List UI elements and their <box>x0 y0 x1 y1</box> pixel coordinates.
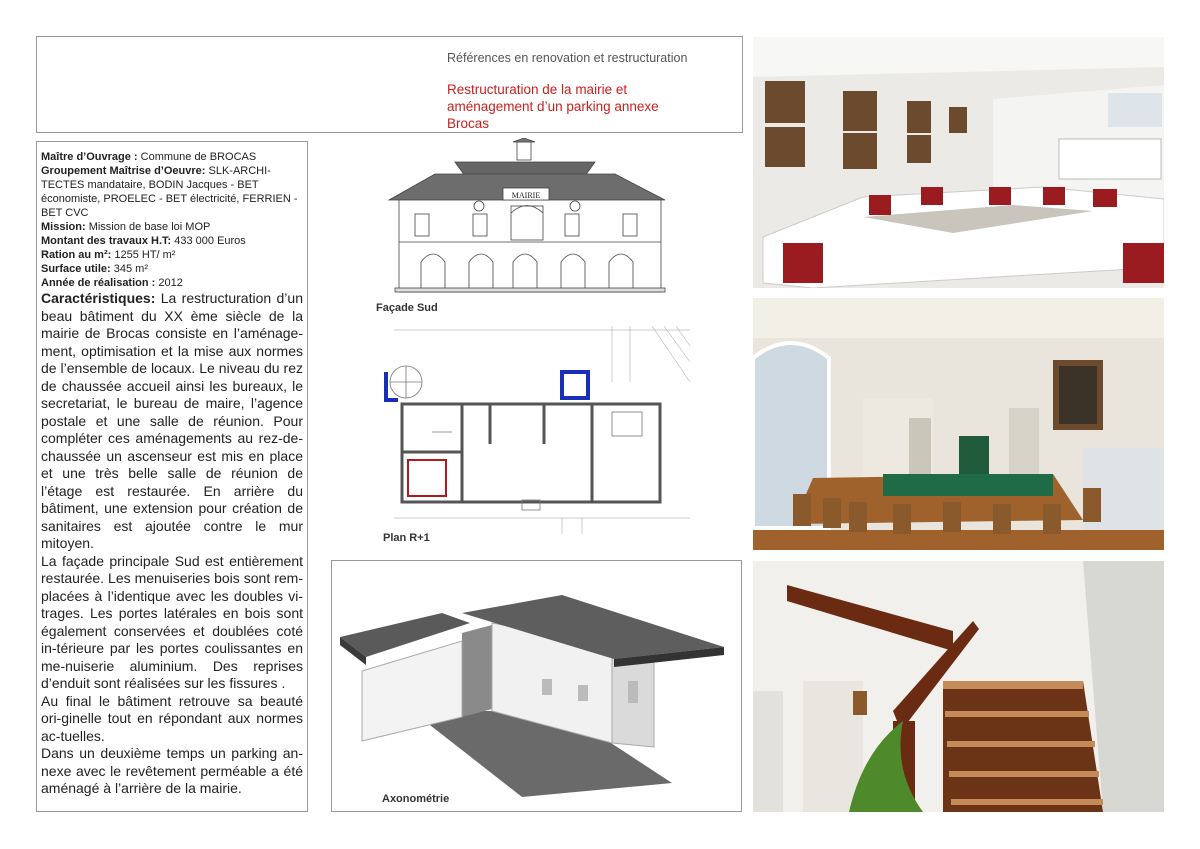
plan-caption: Plan R+1 <box>383 532 430 544</box>
new-sanitary-block <box>408 460 446 496</box>
mission-label: Mission: <box>41 221 86 233</box>
mission-value: Mission de base loi MOP <box>88 221 211 233</box>
ratio-line <box>41 248 303 262</box>
project-title-line: aménagement d’un parking annexe <box>447 99 659 114</box>
project-description <box>36 141 308 812</box>
project-title-line: Brocas <box>447 116 490 131</box>
year-line <box>41 276 303 290</box>
result-paragraph: Au final le bâtiment retrouve sa beauté ori-ginelle tout en répondant aux normes ac-tuelles. <box>41 692 303 744</box>
header-box <box>36 36 743 133</box>
facade-sign-text: MAIRIE <box>511 191 541 200</box>
amount-line <box>41 234 303 248</box>
axonometry-caption: Axonométrie <box>382 793 450 805</box>
mission-line <box>41 220 303 234</box>
owner-label: Maître d’Ouvrage : <box>41 151 138 163</box>
team-value: SLK-ARCHI-TECTES mandataire, BODIN Jacques - BET économiste, PROELEC - BET électricité, FERRIEN - BET CVC <box>41 165 298 219</box>
surface-value: 345 m² <box>113 263 148 275</box>
features-label: Caractéristiques: <box>41 290 156 306</box>
south-facade-drawing <box>385 138 670 298</box>
meeting-room-photo <box>753 37 1164 288</box>
features-value: La restructuration d’un beau bâtiment du XX ème siècle de la mairie de Brocas consiste en l’aménage-ment, optimisation et la mise aux normes de l’ensemble de locaux. Le niveau du rez de chaussée accueil ainsi les bureaux, le secretariat, le bureau de maire, l’agence postale et une salle de réunion. Pour compléter ces aménagements au rez-de-chaussée un ascenseur est mis en place et une très belle salle de réunion de l’étage est restaurée. En arrière du bâtiment, une extension pour création de sanitaires est ajoutée contre le mur mitoyen. <box>41 290 303 551</box>
surface-label: Surface utile: <box>41 263 111 275</box>
floor-plan-drawing <box>372 322 696 534</box>
axonometry-drawing <box>332 561 741 811</box>
facade-paragraph: La façade principale Sud est entièrement restaurée. Les menuiseries bois sont rem-placées à l’identique avec les doubles vi-trages. Les portes latérales en bois sont également conservées et doublées coté in-térieure par les portes coulissantes en me-nuiserie aluminium. Des reprises d’enduit sont réalisées sur les fissures . <box>41 552 303 691</box>
elevator-shaft <box>562 372 588 398</box>
facade-caption: Façade Sud <box>376 302 438 314</box>
ratio-label: Ration au m²: <box>41 249 112 261</box>
staircase-photo <box>753 561 1164 812</box>
amount-value: 433 000 Euros <box>174 235 246 247</box>
owner-value: Commune de BROCAS <box>140 151 257 163</box>
year-value: 2012 <box>158 277 183 289</box>
parking-paragraph: Dans un deuxième temps un parking an-nexe avec le revêtement perméable a été aménagé à l’arrière de la mairie. <box>41 745 303 796</box>
team-label: Groupement Maîtrise d’Oeuvre: <box>41 165 206 177</box>
features-paragraph <box>41 290 303 553</box>
surface-line <box>41 262 303 276</box>
axonometry-frame <box>331 560 742 812</box>
council-hall-photo <box>753 298 1164 550</box>
amount-label: Montant des travaux H.T: <box>41 235 172 247</box>
stair-wall <box>386 372 398 400</box>
year-label: Année de réalisation : <box>41 277 156 289</box>
ratio-value: 1255 HT/ m² <box>114 249 176 261</box>
project-title <box>447 81 659 132</box>
header-subtitle: Références en renovation et restructuration <box>447 51 688 65</box>
owner-line <box>41 150 303 164</box>
project-title-line: Restructuration de la mairie et <box>447 82 628 97</box>
team-line <box>41 164 303 220</box>
